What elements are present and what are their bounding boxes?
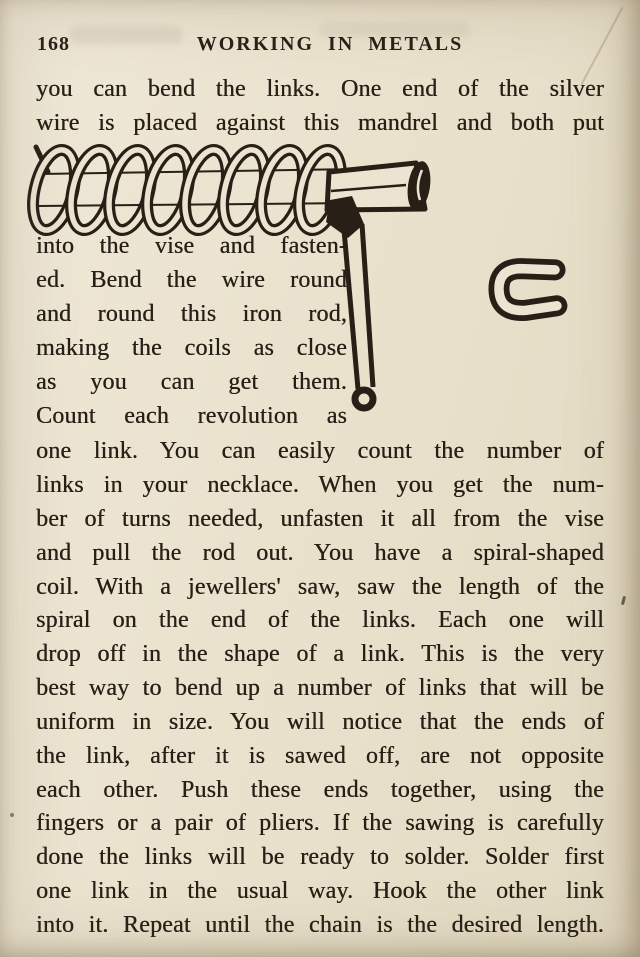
text-line: coil. With a jewellers' saw, saw the length of the xyxy=(36,574,604,600)
coil-loops xyxy=(26,146,348,235)
text-line: uniform in size. You will notice that the ends of xyxy=(36,709,604,735)
text-line: the link, after it is sawed off, are not opposite xyxy=(36,743,604,769)
text-line: links in your necklace. When you get the num- xyxy=(36,472,604,498)
text-line: best way to bend up a number of links that will be xyxy=(36,675,604,701)
text-line: as you can get them. xyxy=(36,369,347,395)
running-head: WORKING IN METALS xyxy=(196,33,464,55)
text-line: each other. Push these ends together, using the xyxy=(36,777,604,803)
text-line: drop off in the shape of a link. This is the very xyxy=(36,641,604,667)
ink-speck xyxy=(621,596,626,605)
handle-ring-end xyxy=(355,390,373,408)
text-line: one link. You can easily count the number of xyxy=(36,438,604,464)
text-line: wire is placed against this mandrel and both put xyxy=(36,110,604,136)
text-line: and round this iron rod, xyxy=(36,301,347,327)
text-line: into the vise and fasten- xyxy=(36,233,347,259)
text-line: making the coils as close xyxy=(36,335,347,361)
ink-speck xyxy=(10,813,14,817)
text-line: ed. Bend the wire round xyxy=(36,267,347,293)
text-line: spiral on the end of the links. Each one will xyxy=(36,607,604,633)
text-line: you can bend the links. One end of the silver xyxy=(36,76,604,102)
text-line: Count each revolution as xyxy=(36,403,347,429)
text-line: into it. Repeat until the chain is the desired length. xyxy=(36,912,604,938)
text-line: and pull the rod out. You have a spiral-shaped xyxy=(36,540,604,566)
text-line: ber of turns needed, unfasten it all from the vise xyxy=(36,506,604,532)
text-line: one link in the usual way. Hook the other link xyxy=(36,878,604,904)
text-line: done the links will be ready to solder. Solder first xyxy=(36,844,604,870)
text-line: fingers or a pair of pliers. If the sawing is carefully xyxy=(36,810,604,836)
open-chain-link-illustration xyxy=(478,246,588,336)
page-number: 168 xyxy=(37,33,70,55)
